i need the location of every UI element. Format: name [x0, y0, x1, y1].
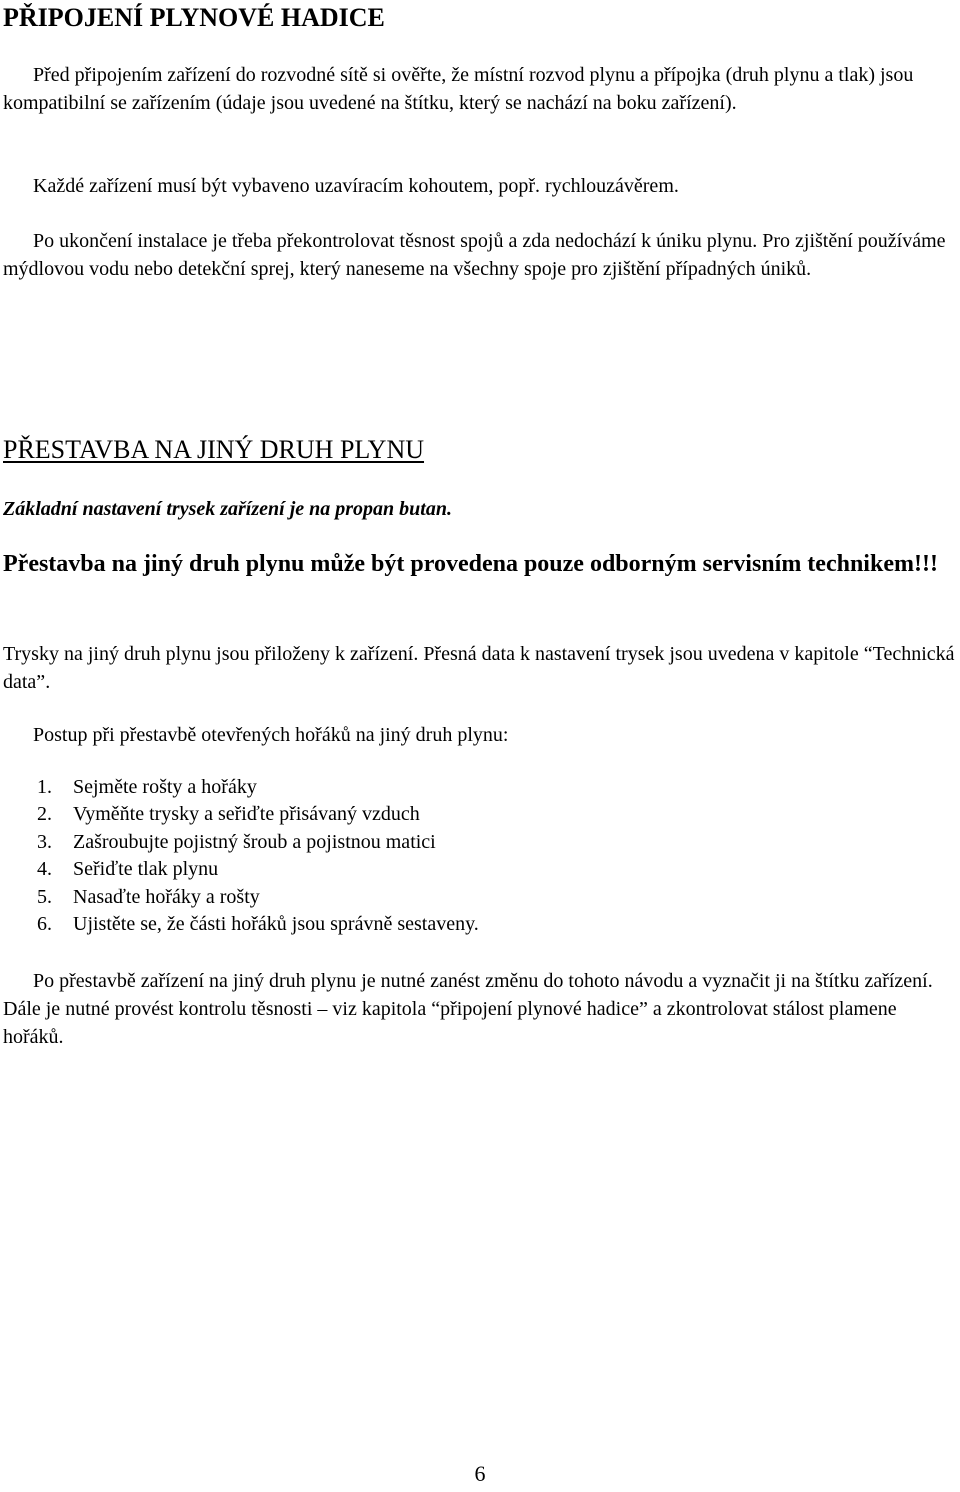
list-item: 3. Zašroubujte pojistný šroub a pojistnou matici	[37, 830, 436, 853]
list-item: 2. Vyměňte trysky a seřiďte přisávaný vzduch	[37, 803, 420, 826]
list-item: 4. Seřiďte tlak plynu	[37, 858, 219, 881]
procedure-intro: Postup při přestavbě otevřených hořáků na jiný druh plynu:	[33, 724, 509, 746]
list-item: 6. Ujistěte se, že části hořáků jsou správně sestaveny.	[37, 912, 479, 935]
list-item: 1. Sejměte rošty a hořáky	[37, 776, 257, 798]
section-heading-gas-conversion: PŘESTAVBA NA JINÝ DRUH PLYNU	[3, 435, 425, 464]
section-heading-gas-hose: PŘIPOJENÍ PLYNOVÉ HADICE	[3, 3, 385, 32]
default-nozzle-note: Základní nastavení trysek zařízení je na propan butan.	[3, 498, 452, 520]
conversion-steps-list	[37, 774, 479, 938]
nozzles-note: Trysky na jiný druh plynu jsou přiloženy k zařízení. Přesná data k nastavení trysek jsou uvedena v kapitole “Technická data”.	[3, 643, 955, 693]
paragraph-compatibility: Před připojením zařízení do rozvodné sítě si ověřte, že místní rozvod plynu a přípojka (druh plynu a tlak) jsou kompatibilní se zařízením (údaje jsou uvedené na štítku, který se nachází na boku zařízení).	[3, 64, 914, 114]
list-item: 5. Nasaďte hořáky a rošty	[37, 885, 260, 908]
service-warning: Přestavba na jiný druh plynu může být provedena pouze odborným servisním technikem!!!	[3, 551, 938, 577]
paragraph-leak-check: Po ukončení instalace je třeba překontrolovat těsnost spojů a zda nedochází k úniku plynu. Pro zjištění používáme mýdlovou vodu nebo detekční sprej, který naneseme na všechny spoje pro zjištění případných úniků.	[3, 230, 946, 280]
paragraph-shutoff-valve: Každé zařízení musí být vybaveno uzavíracím kohoutem, popř. rychlouzávěrem.	[33, 175, 679, 197]
closing-paragraph: Po přestavbě zařízení na jiný druh plynu je nutné zanést změnu do tohoto návodu a vyznačit ji na štítku zařízení. Dále je nutné provést kontrolu těsnosti – viz kapitola “připojení plynové hadice” a zkontrolovat stálost plamene hořáků.	[3, 970, 933, 1048]
page-number: 6	[474, 1461, 486, 1486]
